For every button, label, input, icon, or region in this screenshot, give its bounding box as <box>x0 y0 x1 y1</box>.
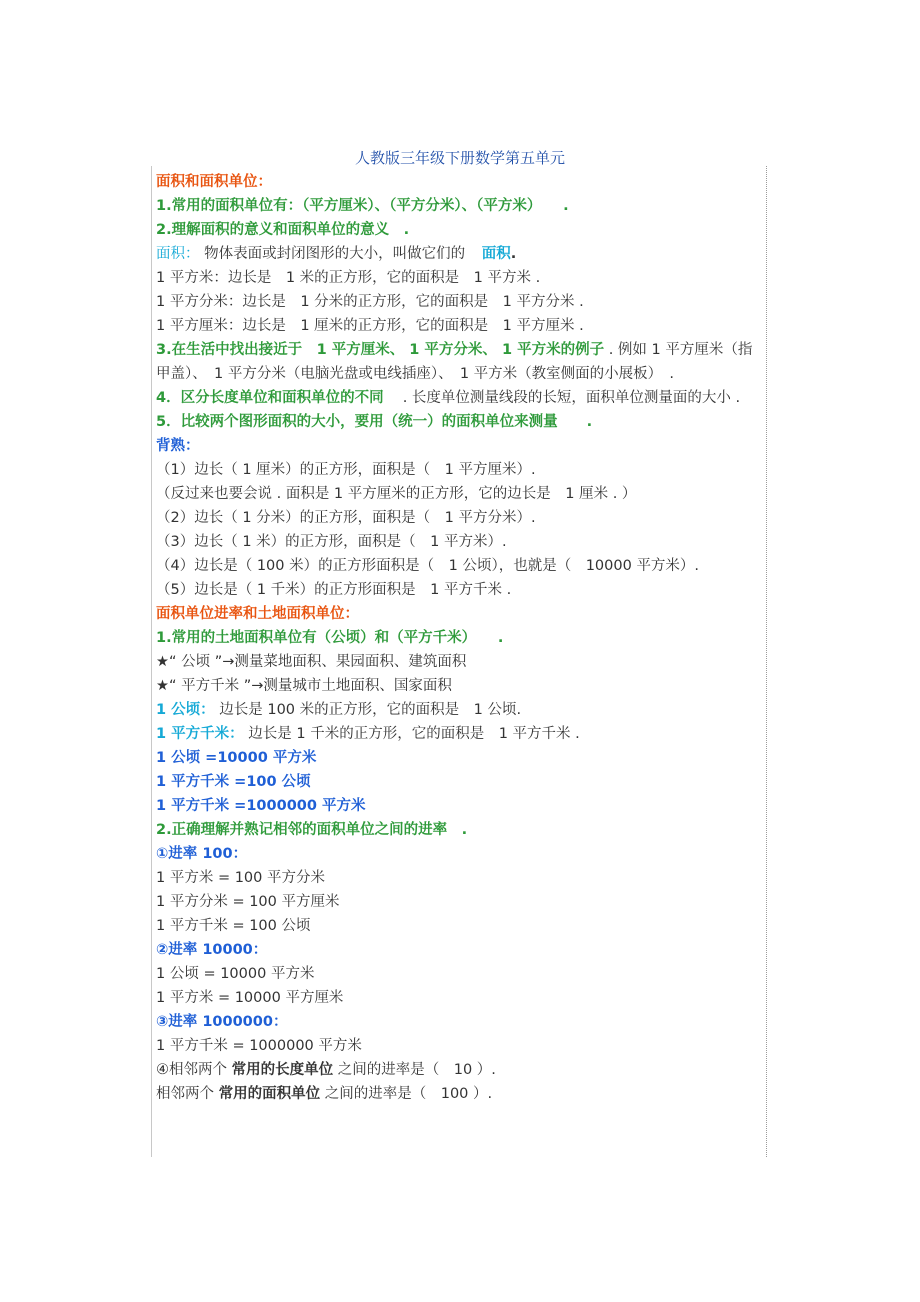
equation-km-meter: 1 平方千米 =1000000 平方米 <box>156 798 366 814</box>
point-conversion-rates: 2.正确理解并熟记相邻的面积单位之间的进率 . <box>156 822 468 838</box>
equation-hectare: 1 公顷 =10000 平方米 <box>156 750 317 766</box>
document-body <box>156 170 762 1106</box>
square-km-label: 1 平方千米： <box>156 726 244 742</box>
rate-1000000-item: 1 平方千米 = 1000000 平方米 <box>156 1038 362 1054</box>
rate-10000-item: 1 公顷 = 10000 平方米 <box>156 966 315 982</box>
section-heading-area-units: 面积和面积单位： <box>156 174 272 190</box>
recite-item: （2）边长（ 1 分米）的正方形，面积是（ 1 平方分米）. <box>156 510 536 526</box>
unit-square-meter: 1 平方米：边长是 1 米的正方形，它的面积是 1 平方米 . <box>156 270 541 286</box>
document-title: 人教版三年级下册数学第五单元 <box>354 149 565 167</box>
area-unit-emphasis: 常用的面积单位 <box>218 1086 321 1102</box>
rate-1000000-label: ③进率 1000000： <box>156 1014 288 1030</box>
recite-item: （1）边长（ 1 厘米）的正方形，面积是（ 1 平方厘米）. <box>156 462 536 478</box>
equation-km-hectare: 1 平方千米 =100 公顷 <box>156 774 311 790</box>
examples-text: . 例如 1 平方厘米（指甲盖）、 1 平方分米（电脑光盘或电线插座）、 1 平方米（教室侧面的小展板） . <box>156 342 753 382</box>
point-land-units: 1.常用的土地面积单位有（公顷）和（平方千米） . <box>156 630 504 646</box>
recite-item: （反过来也要会说 . 面积是 1 平方厘米的正方形，它的边长是 1 厘米 . ） <box>156 486 637 502</box>
rate-10000-label: ②进率 10000： <box>156 942 268 958</box>
point-common-units: 1.常用的面积单位有：（平方厘米）、（平方分米）、（平方米） . <box>156 198 569 214</box>
square-km-text: 边长是 1 千米的正方形，它的面积是 1 平方千米 . <box>248 726 580 742</box>
examples-heading: 3.在生活中找出接近于 1 平方厘米、 1 平方分米、 1 平方米的例子 <box>156 342 605 358</box>
rate-100-item: 1 平方分米 = 100 平方厘米 <box>156 894 340 910</box>
square-km-definition <box>156 722 762 746</box>
length-unit-rate: ④相邻两个 常用的长度单位 之间的进率是（ 10 ）. <box>156 1062 496 1078</box>
point-length-vs-area <box>156 386 762 410</box>
recite-item: （5）边长是（ 1 千米）的正方形面积是 1 平方千米 . <box>156 582 512 598</box>
recite-heading: 背熟： <box>156 438 200 454</box>
point-life-examples <box>156 338 762 386</box>
recite-item: （3）边长（ 1 米）的正方形，面积是（ 1 平方米）. <box>156 534 507 550</box>
recite-item: （4）边长是（ 100 米）的正方形面积是（ 1 公顷），也就是（ 10000 平方米）. <box>156 558 700 574</box>
definition-term: 面积 <box>481 246 511 262</box>
star-square-km: ★“ 平方千米 ”→测量城市土地面积、国家面积 <box>156 678 452 694</box>
rate-100-item: 1 平方千米 = 100 公顷 <box>156 918 311 934</box>
point-meaning: 2.理解面积的意义和面积单位的意义 . <box>156 222 410 238</box>
unit-square-centimeter: 1 平方厘米：边长是 1 厘米的正方形，它的面积是 1 平方厘米 . <box>156 318 584 334</box>
star-hectare: ★“ 公顷 ”→测量菜地面积、果园面积、建筑面积 <box>156 654 467 670</box>
rate-100-item: 1 平方米 = 100 平方分米 <box>156 870 325 886</box>
area-definition: 面积： 物体表面或封闭图形的大小，叫做它们的 面积. <box>156 246 517 262</box>
unit-square-decimeter: 1 平方分米：边长是 1 分米的正方形，它的面积是 1 平方分米 . <box>156 294 584 310</box>
rate-10000-item: 1 平方米 = 10000 平方厘米 <box>156 990 344 1006</box>
section-heading-land-units: 面积单位进率和土地面积单位： <box>156 606 359 622</box>
area-unit-rate: 相邻两个 常用的面积单位 之间的进率是（ 100 ）. <box>156 1086 493 1102</box>
definition-label: 面积： <box>156 246 200 262</box>
definition-text: 物体表面或封闭图形的大小，叫做它们的 <box>204 246 466 262</box>
rate-100-label: ①进率 100： <box>156 846 248 862</box>
point-compare-areas: 5．比较两个图形面积的大小，要用（统一）的面积单位来测量 . <box>156 414 593 430</box>
hectare-definition <box>156 698 762 722</box>
hectare-label: 1 公顷： <box>156 702 215 718</box>
length-area-text: . 长度单位测量线段的长短，面积单位测量面的大小 . <box>402 390 741 406</box>
length-unit-emphasis: 常用的长度单位 <box>231 1062 334 1078</box>
length-area-heading: 4．区分长度单位和面积单位的不同 <box>156 390 399 406</box>
hectare-text: 边长是 100 米的正方形，它的面积是 1 公顷. <box>219 702 522 718</box>
